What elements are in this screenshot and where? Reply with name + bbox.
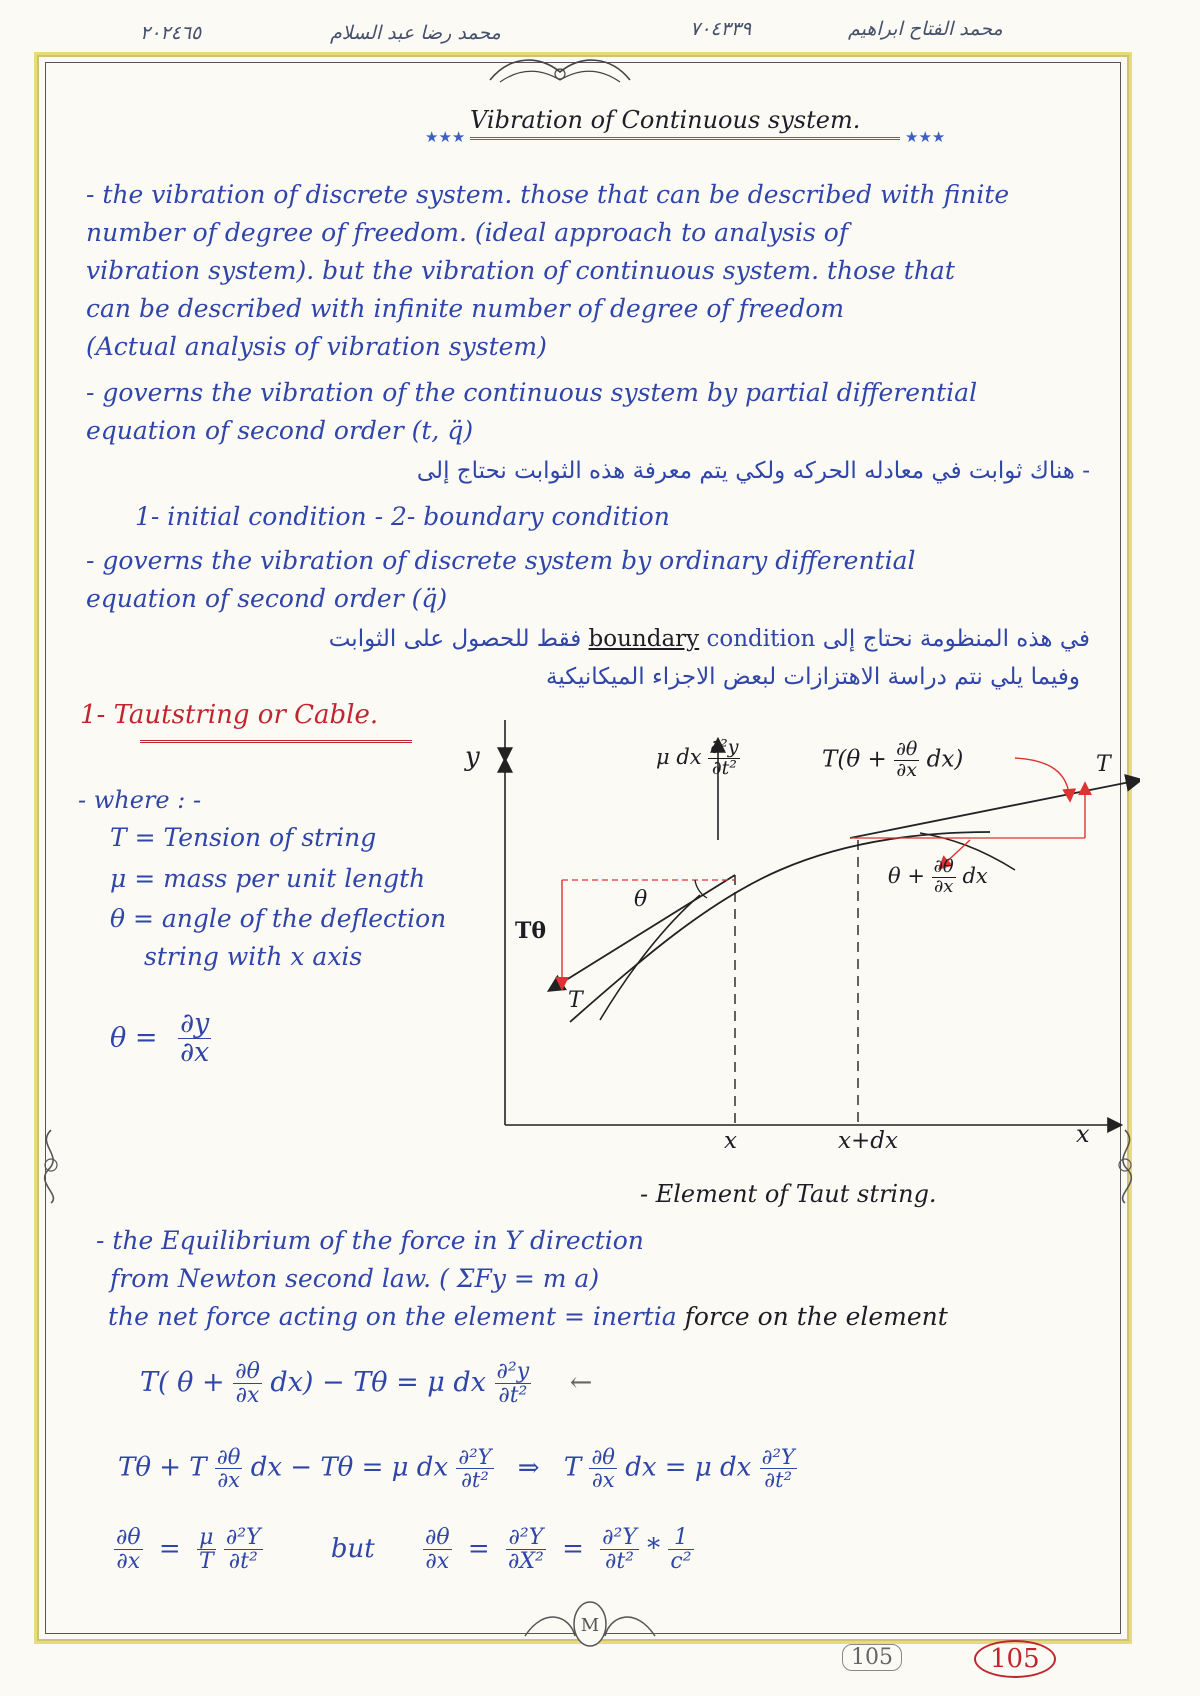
eq3-equals-3: = bbox=[562, 1533, 584, 1564]
theta-dx-fraction bbox=[932, 858, 956, 897]
equilibrium-line: - the Equilibrium of the force in Y direction bbox=[96, 1226, 644, 1255]
fraction-numerator: ∂y bbox=[180, 1008, 210, 1039]
inertia-force-prefix: μ dx bbox=[656, 744, 702, 769]
eq1-a: T( θ + bbox=[140, 1367, 225, 1399]
theta-dx-prefix: θ + bbox=[888, 863, 925, 888]
fraction-numerator: ∂θ bbox=[591, 1445, 615, 1469]
paragraph-line: - governs the vibration of the continuous system by partial differential bbox=[86, 378, 978, 407]
theta-dx-suffix: dx bbox=[962, 863, 988, 888]
header-name-left: محمد رضا عبد السلام bbox=[330, 22, 501, 44]
string-lower-curve bbox=[600, 895, 700, 1020]
fraction-denominator: ∂t² bbox=[604, 1549, 635, 1575]
fraction-numerator: ∂²Y bbox=[761, 1445, 795, 1469]
fraction-numerator: ∂²Y bbox=[225, 1525, 261, 1550]
where-item: μ = mass per unit length bbox=[110, 864, 426, 893]
header-id-left: ٢٠٢٤٦٥ bbox=[140, 22, 202, 44]
paragraph-line: (Actual analysis of vibration system) bbox=[86, 332, 547, 361]
t-left-label: T bbox=[568, 988, 583, 1013]
page-title: Vibration of Continuous system. bbox=[470, 106, 861, 134]
fraction-denominator: ∂t² bbox=[228, 1549, 258, 1575]
eq3-frac-2 bbox=[197, 1526, 216, 1573]
eq2-frac-4 bbox=[760, 1446, 797, 1491]
arabic-note-2 bbox=[329, 626, 1090, 652]
t-right-label: T bbox=[1096, 752, 1111, 777]
page-number-circled: 105 bbox=[974, 1640, 1056, 1678]
fraction-numerator: ∂²Y bbox=[602, 1525, 637, 1550]
theta-fraction bbox=[178, 1010, 211, 1068]
paragraph-line: number of degree of freedom. (ideal approach to analysis of bbox=[86, 218, 849, 247]
where-item: string with x axis bbox=[144, 942, 363, 971]
fraction-numerator: ∂θ bbox=[425, 1525, 450, 1550]
fraction-denominator: ∂x bbox=[896, 758, 917, 781]
eq3-frac-3 bbox=[224, 1526, 263, 1573]
equation-3 bbox=[114, 1526, 694, 1573]
fraction-denominator: ∂t² bbox=[764, 1468, 793, 1493]
fraction-numerator: ∂²Y bbox=[458, 1445, 492, 1469]
header-id-right: ٧٠٤٣٣٩ bbox=[690, 18, 752, 40]
arabic-note-2-after: condition فقط للحصول على الثوابت bbox=[328, 626, 816, 652]
fraction-denominator: ∂x bbox=[217, 1468, 241, 1493]
eq3-equals: = bbox=[158, 1533, 181, 1564]
arabic-note-1: - هناك ثوابت في معادله الحركه ولكي يتم معرفة هذه الثوابت نحتاج إلى bbox=[416, 458, 1090, 484]
fraction-denominator: ∂x bbox=[933, 875, 954, 897]
fraction-numerator: ∂θ bbox=[216, 1445, 241, 1469]
star-left-icon: ★★★ bbox=[425, 128, 466, 146]
net-force-line bbox=[108, 1302, 948, 1331]
eq2-e: dx = μ dx bbox=[625, 1452, 752, 1483]
theta-label: θ bbox=[634, 887, 648, 912]
diagram-caption-b: Taut string. bbox=[795, 1180, 937, 1208]
eq1-arrow-icon: ← bbox=[569, 1367, 593, 1399]
t-theta-label: Tθ bbox=[515, 918, 547, 944]
arabic-note-2-before: في هذه المنظومة نحتاج إلى bbox=[822, 626, 1090, 652]
fraction-denominator: ∂x bbox=[591, 1468, 615, 1493]
taut-string-diagram bbox=[450, 720, 1140, 1140]
fraction-numerator: ∂²Y bbox=[506, 1526, 546, 1550]
arabic-note-2-boundary: boundary bbox=[588, 626, 700, 652]
eq3-frac-6 bbox=[600, 1526, 639, 1573]
theta-definition-lhs: θ = bbox=[110, 1022, 158, 1054]
fraction-denominator: c² bbox=[670, 1549, 692, 1575]
right-tension-fraction bbox=[894, 740, 919, 781]
rotation-arrow bbox=[1015, 758, 1070, 800]
eq3-frac-4 bbox=[423, 1526, 452, 1573]
eq2-frac-2 bbox=[456, 1446, 493, 1491]
right-tension-label bbox=[822, 740, 963, 781]
fraction-denominator: ∂x bbox=[235, 1383, 260, 1409]
fraction-denominator: ∂x bbox=[425, 1549, 450, 1575]
eq3-frac-1 bbox=[114, 1526, 143, 1573]
header-name-right: محمد الفتاح ابراهيم bbox=[848, 18, 1003, 40]
fraction-numerator: ∂θ bbox=[235, 1359, 260, 1384]
bottom-ornament bbox=[520, 1596, 660, 1652]
net-force-b: force on the element bbox=[684, 1302, 948, 1331]
top-ornament bbox=[480, 50, 640, 96]
section-heading: 1- Tautstring or Cable. bbox=[80, 700, 379, 730]
fraction-numerator: ∂θ bbox=[933, 856, 954, 877]
page-number-stamp: 105 bbox=[842, 1644, 902, 1671]
diagram-caption bbox=[640, 1180, 937, 1208]
fraction-numerator: ∂²y bbox=[710, 736, 739, 758]
x-axis-label: x bbox=[1076, 1120, 1090, 1148]
fraction-denominator: T bbox=[198, 1549, 214, 1575]
fraction-numerator: ∂²y bbox=[496, 1359, 530, 1384]
fraction-numerator: 1 bbox=[668, 1526, 693, 1550]
fraction-numerator: μ bbox=[197, 1526, 216, 1550]
right-tension-suffix: dx) bbox=[926, 746, 964, 773]
x-tick-label: x bbox=[724, 1128, 737, 1154]
net-force-a: the net force acting on the element = inertia bbox=[108, 1302, 677, 1331]
paragraph-line: vibration system). but the vibration of continuous system. those that bbox=[86, 256, 955, 285]
paragraph-line: - governs the vibration of discrete system by ordinary differential bbox=[86, 546, 916, 575]
eq2-b: dx − Tθ = μ dx bbox=[250, 1452, 449, 1483]
paragraph-line: equation of second order (q̈) bbox=[86, 584, 448, 613]
diagram-caption-a: - Element of bbox=[640, 1180, 789, 1208]
eq1-b: dx) − Tθ = μ dx bbox=[270, 1367, 486, 1399]
eq3-equals-2: = bbox=[467, 1533, 490, 1564]
equation-1 bbox=[140, 1360, 592, 1407]
right-tension-arrow bbox=[850, 780, 1140, 838]
theta-definition bbox=[110, 1010, 211, 1068]
conditions-line: 1- initial condition - 2- boundary condition bbox=[135, 502, 670, 531]
where-item: θ = angle of the deflection bbox=[110, 904, 447, 933]
where-item: T = Tension of string bbox=[110, 823, 377, 852]
equilibrium-line: from Newton second law. ( ΣFy = m a) bbox=[110, 1264, 600, 1293]
eq2-a: Tθ + T bbox=[118, 1452, 207, 1483]
fraction-numerator: ∂θ bbox=[116, 1525, 141, 1550]
eq2-c: T bbox=[563, 1452, 582, 1483]
where-label: - where : - bbox=[78, 786, 202, 814]
inertia-force-label bbox=[656, 738, 740, 779]
eq1-frac-2 bbox=[495, 1360, 532, 1407]
eq3-times: * bbox=[647, 1533, 661, 1564]
title-underline bbox=[470, 137, 900, 140]
left-ornament bbox=[36, 1125, 66, 1205]
fraction-denominator: ∂X² bbox=[507, 1549, 544, 1575]
right-tension-prefix: T(θ + bbox=[822, 746, 887, 773]
eq1-frac-1 bbox=[233, 1360, 262, 1407]
star-right-icon: ★★★ bbox=[905, 128, 946, 146]
theta-dx-label bbox=[888, 858, 988, 897]
eq3-but: but bbox=[330, 1533, 375, 1564]
fraction-denominator: ∂x bbox=[180, 1037, 210, 1069]
section-underline bbox=[140, 740, 412, 743]
fraction-denominator: ∂t² bbox=[711, 756, 737, 779]
eq3-frac-7 bbox=[668, 1526, 693, 1573]
eq3-frac-5 bbox=[506, 1526, 546, 1573]
paragraph-line: can be described with infinite number of degree of freedom bbox=[86, 294, 845, 323]
y-axis-label: y bbox=[465, 742, 480, 772]
ornament-letter: M bbox=[580, 1615, 600, 1636]
eq2-frac-3 bbox=[589, 1446, 617, 1491]
fraction-denominator: ∂t² bbox=[498, 1383, 528, 1409]
paragraph-line: equation of second order (t, q̈) bbox=[86, 416, 474, 445]
equation-2 bbox=[118, 1446, 797, 1491]
fraction-denominator: ∂x bbox=[116, 1549, 141, 1575]
eq2-implies-icon: ⇒ bbox=[517, 1452, 540, 1483]
arabic-note-3: وفيما يلي نتم دراسة الاهتزازات لبعض الاجزاء الميكانيكية bbox=[545, 664, 1080, 690]
eq2-frac-1 bbox=[215, 1446, 243, 1491]
paragraph-line: - the vibration of discrete system. those that can be described with finite bbox=[86, 180, 1010, 209]
fraction-denominator: ∂t² bbox=[461, 1468, 489, 1493]
inertia-force-fraction bbox=[708, 738, 740, 779]
fraction-numerator: ∂θ bbox=[896, 738, 918, 760]
x-plus-dx-tick-label: x+dx bbox=[838, 1128, 898, 1154]
